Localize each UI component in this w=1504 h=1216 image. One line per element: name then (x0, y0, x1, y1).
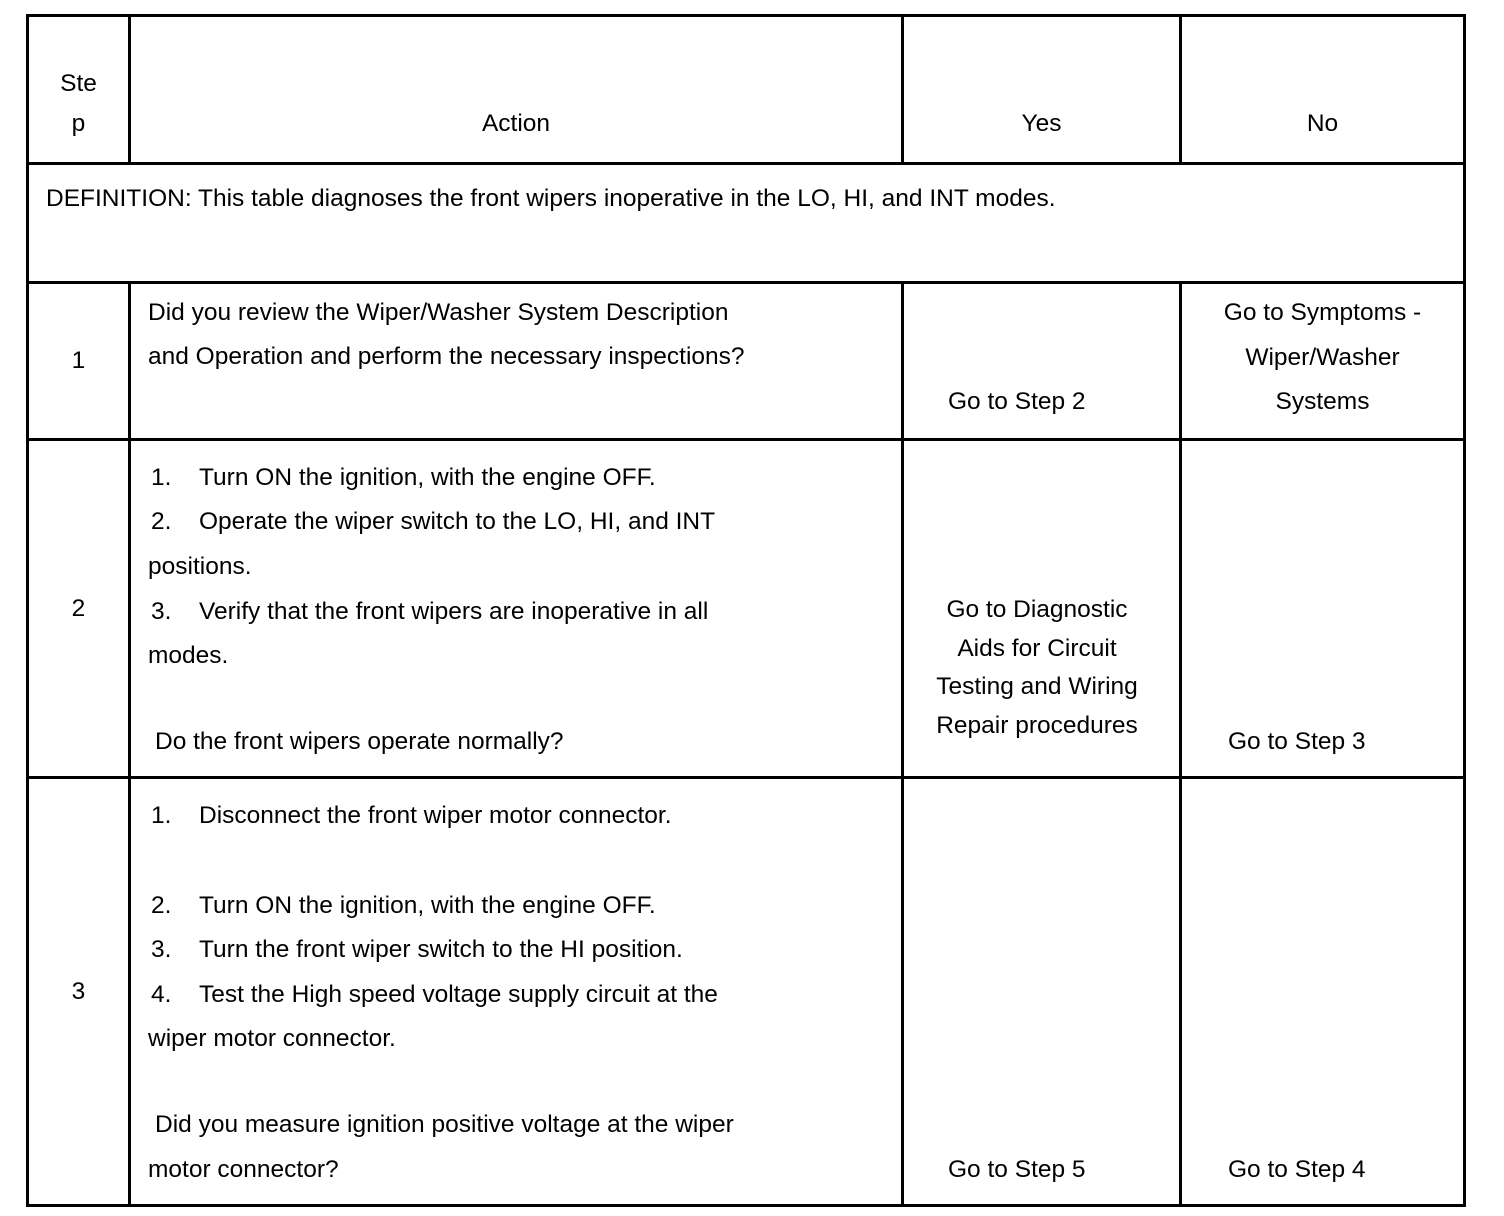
action-cell (130, 440, 903, 778)
no-cell (1181, 778, 1465, 1206)
action-question: Did you measure ignition positive voltage at the wiper (155, 1111, 734, 1138)
table-row (28, 440, 1465, 778)
action-item: 2. Operate the wiper switch to the LO, HI, and INT (151, 508, 716, 535)
header-yes: Yes (903, 16, 1181, 164)
action-item: 2. Turn ON the ignition, with the engine OFF. (151, 892, 656, 919)
no-cell (1181, 283, 1465, 440)
step-number: 1 (28, 283, 130, 440)
action-item-cont: positions. (148, 553, 252, 580)
action-line: Did you review the Wiper/Washer System Description (148, 299, 729, 326)
action-item-cont: wiper motor connector. (148, 1025, 396, 1052)
action-item: 3. Turn the front wiper switch to the HI position. (151, 936, 683, 963)
step-number: 3 (28, 778, 130, 1206)
action-item: 3. Verify that the front wipers are inoperative in all (151, 598, 709, 625)
action-item: 1. Disconnect the front wiper motor connector. (151, 802, 672, 829)
step-number: 2 (28, 440, 130, 778)
action-item: 1. Turn ON the ignition, with the engine OFF. (151, 464, 656, 491)
action-line: and Operation and perform the necessary inspections? (148, 343, 745, 370)
header-no: No (1181, 16, 1465, 164)
yes-cell (903, 440, 1181, 778)
no-cell (1181, 440, 1465, 778)
action-item-cont: modes. (148, 642, 229, 669)
action-cell (130, 283, 903, 440)
action-question: Do the front wipers operate normally? (155, 728, 564, 755)
yes-cell (903, 283, 1181, 440)
table-row (28, 778, 1465, 1206)
definition-row (28, 164, 1465, 283)
no-text: Go to Step 3 (1228, 728, 1366, 755)
action-item: 4. Test the High speed voltage supply circuit at the (151, 981, 718, 1008)
action-cell (130, 778, 903, 1206)
action-question-cont: motor connector? (148, 1156, 339, 1183)
no-text: Go to Step 4 (1228, 1156, 1366, 1183)
header-action: Action (130, 16, 903, 164)
table-row (28, 283, 1465, 440)
yes-cell (903, 778, 1181, 1206)
no-text: Go to Symptoms - Wiper/Washer Systems (1223, 299, 1422, 415)
yes-text: Go to Step 5 (948, 1156, 1086, 1183)
yes-text: Go to Step 2 (948, 388, 1086, 415)
header-step: Step (28, 16, 130, 164)
definition-text: DEFINITION: This table diagnoses the front wipers inoperative in the LO, HI, and INT modes. (28, 164, 1465, 283)
yes-text: Go to Diagnostic Aids for Circuit Testing and Wiring Repair procedures (936, 596, 1138, 739)
diagnostic-table (26, 14, 1466, 1207)
header-row (28, 16, 1465, 164)
